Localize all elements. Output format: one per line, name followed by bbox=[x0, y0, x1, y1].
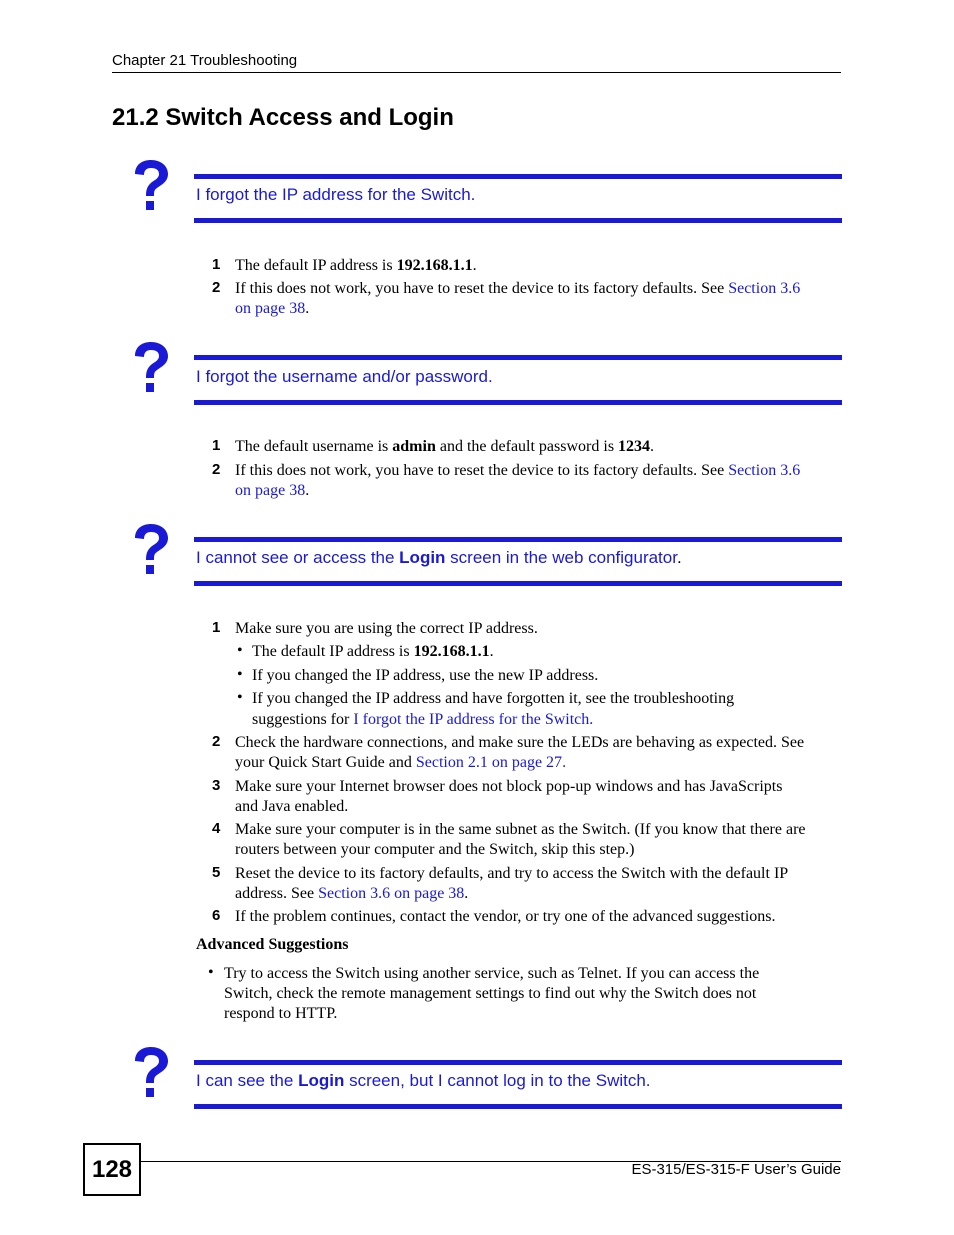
bullet: • bbox=[237, 689, 243, 706]
section-title: 21.2 Switch Access and Login bbox=[112, 104, 454, 131]
step-text: The default username is admin and the default password is 1234. bbox=[235, 438, 655, 455]
bullet-text-cont: suggestions for I forgot the IP address for the Switch. bbox=[252, 711, 594, 728]
section-link[interactable]: Section 3.6 on page 38 bbox=[318, 885, 465, 902]
question-bar-bottom bbox=[194, 1104, 842, 1109]
step-text-cont: routers between your computer and the Switch, skip this step.) bbox=[235, 841, 635, 858]
step-number: 5 bbox=[212, 864, 221, 881]
step-number: 6 bbox=[212, 907, 221, 924]
question-bar-bottom bbox=[194, 218, 842, 223]
step-number: 1 bbox=[212, 437, 221, 454]
question-mark-icon bbox=[131, 342, 171, 394]
step-text: If the problem continues, contact the vendor, or try one of the advanced suggestions. bbox=[235, 908, 776, 925]
bullet-text: If you changed the IP address and have forgotten it, see the troubleshooting bbox=[252, 690, 735, 707]
question-bar-bottom bbox=[194, 581, 842, 586]
page-link[interactable]: on page 38 bbox=[235, 300, 306, 317]
step-text-cont: on page 38. bbox=[235, 482, 310, 499]
step-text-cont: and Java enabled. bbox=[235, 798, 349, 815]
guide-title: ES-315/ES-315-F User’s Guide bbox=[631, 1161, 841, 1178]
bullet-text: The default IP address is 192.168.1.1. bbox=[252, 643, 494, 660]
question-bar-top bbox=[194, 1060, 842, 1065]
step-text: Make sure your computer is in the same subnet as the Switch. (If you know that there are bbox=[235, 821, 806, 838]
page-link[interactable]: on page 38 bbox=[235, 482, 306, 499]
step-number: 1 bbox=[212, 256, 221, 273]
bullet: • bbox=[237, 642, 243, 659]
question-text: I forgot the IP address for the Switch. bbox=[196, 185, 476, 204]
step-number: 2 bbox=[212, 461, 221, 478]
step-number: 1 bbox=[212, 619, 221, 636]
step-text-cont: address. See Section 3.6 on page 38. bbox=[235, 885, 469, 902]
question-mark-icon bbox=[131, 524, 171, 576]
question-text: I forgot the username and/or password. bbox=[196, 367, 493, 386]
step-text: If this does not work, you have to reset the device to its factory defaults. See Section 3.6 bbox=[235, 280, 801, 297]
section-link[interactable]: Section 3.6 bbox=[728, 280, 801, 297]
step-text: Reset the device to its factory defaults, and try to access the Switch with the default IP bbox=[235, 865, 789, 882]
step-number: 4 bbox=[212, 820, 221, 837]
question-mark-icon bbox=[131, 1047, 171, 1099]
question-text: I cannot see or access the Login screen in the web configurator. bbox=[196, 548, 682, 567]
chapter-header: Chapter 21 Troubleshooting bbox=[112, 52, 298, 69]
section-link[interactable]: Section 3.6 bbox=[728, 462, 801, 479]
step-number: 3 bbox=[212, 777, 221, 794]
question-link[interactable]: I forgot the IP address for the Switch bbox=[353, 711, 590, 728]
bullet: • bbox=[208, 964, 214, 981]
bullet: • bbox=[237, 666, 243, 683]
step-text-cont: on page 38. bbox=[235, 300, 310, 317]
advanced-suggestions-title: Advanced Suggestions bbox=[196, 936, 349, 953]
step-text: Make sure you are using the correct IP address. bbox=[235, 620, 538, 637]
question-bar-bottom bbox=[194, 400, 842, 405]
bullet-text: If you changed the IP address, use the new IP address. bbox=[252, 667, 599, 684]
step-text: If this does not work, you have to reset the device to its factory defaults. See Section 3.6 bbox=[235, 462, 801, 479]
question-mark-icon bbox=[131, 160, 171, 212]
advanced-text-cont: respond to HTTP. bbox=[224, 1005, 338, 1022]
question-bar-top bbox=[194, 174, 842, 179]
advanced-text-cont: Switch, check the remote management settings to find out why the Switch does not bbox=[224, 985, 757, 1002]
advanced-text: Try to access the Switch using another service, such as Telnet. If you can access the bbox=[224, 965, 760, 982]
step-text: Make sure your Internet browser does not block pop-up windows and has JavaScripts bbox=[235, 778, 783, 795]
step-text-cont: your Quick Start Guide and Section 2.1 on page 27. bbox=[235, 754, 567, 771]
step-text: Check the hardware connections, and make sure the LEDs are behaving as expected. See bbox=[235, 734, 805, 751]
step-number: 2 bbox=[212, 733, 221, 750]
question-bar-top bbox=[194, 355, 842, 360]
section-link[interactable]: Section 2.1 on page 27 bbox=[415, 754, 563, 771]
step-number: 2 bbox=[212, 279, 221, 296]
page-number: 128 bbox=[83, 1143, 141, 1196]
question-text: I can see the Login screen, but I cannot log in to the Switch. bbox=[196, 1071, 651, 1090]
header-rule bbox=[112, 72, 841, 73]
question-bar-top bbox=[194, 537, 842, 542]
step-text: The default IP address is 192.168.1.1. bbox=[235, 257, 477, 274]
